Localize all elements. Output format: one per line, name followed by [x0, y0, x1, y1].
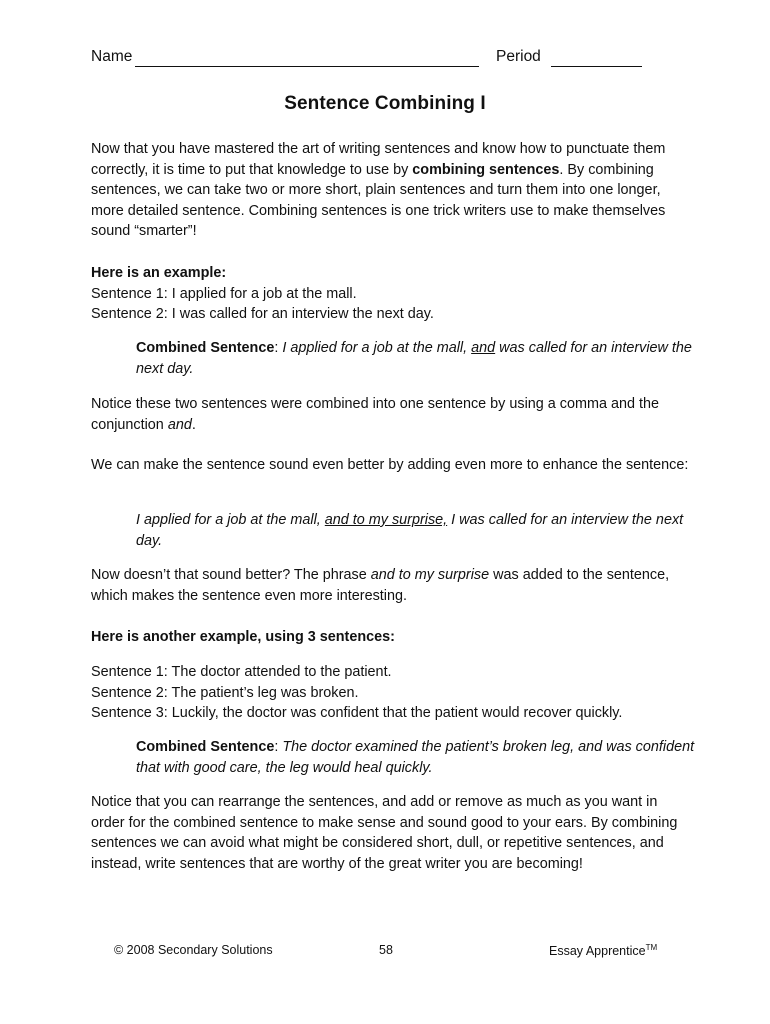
name-blank: [135, 66, 479, 67]
intro-paragraph: Now that you have mastered the art of writing sentences and know how to punctuate them correctly, it is time to put that knowledge to use by combining sentences. By combining sentences, we can take two or more short, plain sentences and turn them into one longer, more detailed sentence. Combining sentences is one trick writers use to make themselves sound “smarter”!: [91, 141, 666, 240]
example1-combined: Combined Sentence: I applied for a job at the mall, and was called for an interview the next day.: [136, 340, 692, 377]
example2-heading: Here is another example, using 3 sentences:: [91, 629, 395, 645]
example1-block: [91, 263, 691, 325]
period-blank: [551, 66, 642, 67]
example2-sentences: [91, 662, 691, 724]
footer-copyright: © 2008 Secondary Solutions: [114, 943, 273, 957]
example2-heading-block: [91, 627, 691, 648]
footer-brand: Essay Apprentice™: [549, 943, 658, 959]
name-label: Name: [91, 48, 133, 65]
example2-sentence1: Sentence 1: The doctor attended to the patient.: [91, 664, 392, 680]
period-label: Period: [496, 48, 541, 65]
enhanced-sentence: I applied for a job at the mall, and to my surprise, I was called for an interview the next day.: [136, 512, 684, 549]
example2-combined: Combined Sentence: The doctor examined the patient’s broken leg, and was confident that with good care, the leg would heal quickly.: [136, 739, 695, 776]
combined-label-2: Combined Sentence: [136, 739, 275, 755]
trademark-mark: TM: [645, 943, 658, 952]
example2-sentence3: Sentence 3: Luckily, the doctor was confident that the patient would recover quickly.: [91, 705, 623, 722]
page-title: Sentence Combining I: [284, 93, 486, 114]
combined-label: Combined Sentence: [136, 340, 275, 356]
better-paragraph: Now doesn’t that sound better? The phrase and to my surprise was added to the sentence, which makes the sentence even more interesting.: [91, 567, 670, 604]
closing-paragraph: Notice that you can rearrange the sentences, and add or remove as much as you want in order for the combined sentence to make sense and sound good to your ears. By combining sentences we can avoid what might be considered short, dull, or repetitive sentences, and instead, write sentences that are worthy of the great writer you are becoming!: [91, 794, 678, 872]
enhance-paragraph: We can make the sentence sound even better by adding even more to enhance the sentence:: [91, 457, 689, 473]
header-line: [91, 48, 651, 70]
intro-bold-term: combining sentences: [412, 161, 560, 178]
example1-sentence1: Sentence 1: I applied for a job at the mall.: [91, 285, 357, 302]
example2-sentence2: Sentence 2: The patient’s leg was broken.: [91, 684, 359, 701]
example1-sentence2: Sentence 2: I was called for an interview the next day.: [91, 306, 434, 323]
example1-heading: Here is an example:: [91, 265, 227, 281]
notice1-paragraph: Notice these two sentences were combined into one sentence by using a comma and the conjunction and.: [91, 396, 659, 433]
footer-page-number: 58: [379, 943, 393, 957]
